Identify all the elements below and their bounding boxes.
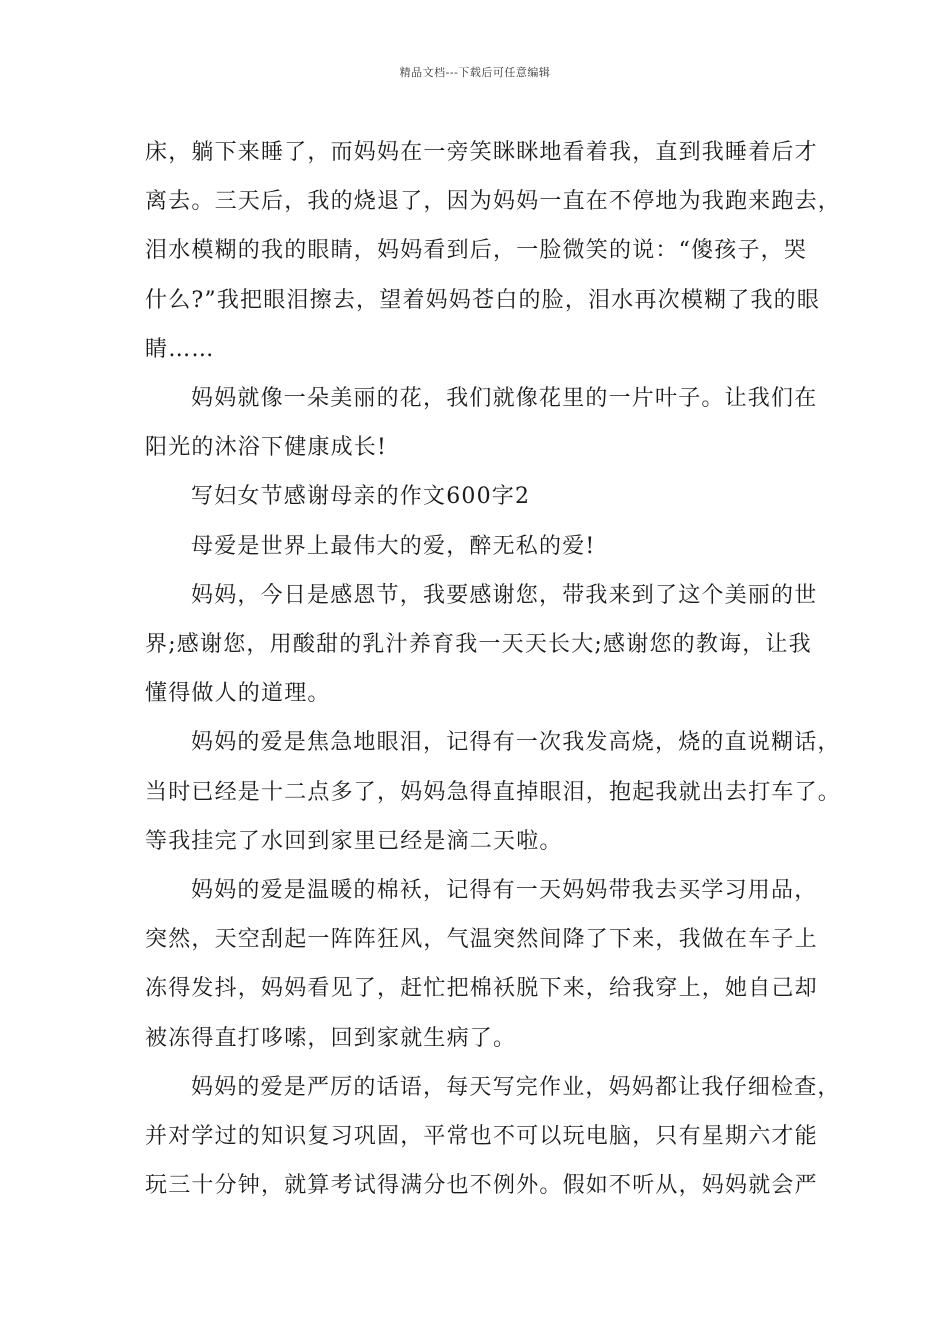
paragraph-continued <box>145 128 842 374</box>
paragraph-intro <box>145 522 815 571</box>
text-line: 并对学过的知识复习巩固，平常也不可以玩电脑，只有星期六才能 <box>145 1124 818 1150</box>
text-line: 床，躺下来睡了，而妈妈在一旁笑眯眯地看着我，直到我睡着后才 <box>145 140 818 165</box>
paragraph-strict <box>145 1063 841 1211</box>
text-line: 什么?”我把眼泪擦去，望着妈妈苍白的脸，泪水再次模糊了我的眼 <box>145 287 821 313</box>
text-line: 被冻得直打哆嗦，回到家就生病了。 <box>145 1025 517 1051</box>
text-line: 泪水模糊的我的眼睛，妈妈看到后，一脸微笑的说：“傻孩子，哭 <box>145 238 808 264</box>
page-header: 精品文档---下载后可任意编辑 <box>399 66 551 79</box>
text-line: 妈妈就像一朵美丽的花，我们就像花里的一片叶子。让我们在 <box>191 386 818 412</box>
text-line: 懂得做人的道理。 <box>145 681 331 707</box>
text-line: 当时已经是十二点多了，妈妈急得直掉眼泪，抱起我就出去打车了。 <box>145 779 842 805</box>
text-line: 界;感谢您，用酸甜的乳汁养育我一天天长大;感谢您的教诲，让我 <box>145 632 812 658</box>
text-line: 妈妈，今日是感恩节，我要感谢您，带我来到了这个美丽的世 <box>191 582 818 608</box>
paragraph-flower <box>145 374 818 472</box>
text-line: 妈妈的爱是温暖的棉袄，记得有一天妈妈带我去买学习用品， <box>191 878 818 904</box>
document-body <box>145 128 842 1210</box>
text-line: 妈妈的爱是严厉的话语，每天写完作业，妈妈都让我仔细检查， <box>191 1074 841 1100</box>
text-line: 玩三十分钟，就算考试得满分也不例外。假如不听从，妈妈就会严 <box>145 1173 818 1199</box>
section-title <box>145 472 815 521</box>
text-line: 写妇女节感谢母亲的作文600字2 <box>191 484 531 510</box>
text-line: 冻得发抖，妈妈看见了，赶忙把棉袄脱下来，给我穿上，她自己却 <box>145 976 818 1002</box>
text-line: 睛…… <box>145 336 215 362</box>
text-line: 离去。三天后，我的烧退了，因为妈妈一直在不停地为我跑来跑去， <box>145 189 842 215</box>
text-line: 妈妈的爱是焦急地眼泪，记得有一次我发高烧，烧的直说糊话， <box>191 730 841 756</box>
text-line: 阳光的沐浴下健康成长! <box>145 435 388 461</box>
paragraph-thanks <box>145 571 818 719</box>
text-line: 母爱是世界上最伟大的爱，醉无私的爱! <box>191 533 596 559</box>
paragraph-coat <box>145 866 818 1063</box>
text-line: 突然，天空刮起一阵阵狂风，气温突然间降了下来，我做在车子上 <box>145 927 818 953</box>
paragraph-tears <box>145 718 842 866</box>
text-line: 等我挂完了水回到家里已经是滴二天啦。 <box>145 828 563 854</box>
